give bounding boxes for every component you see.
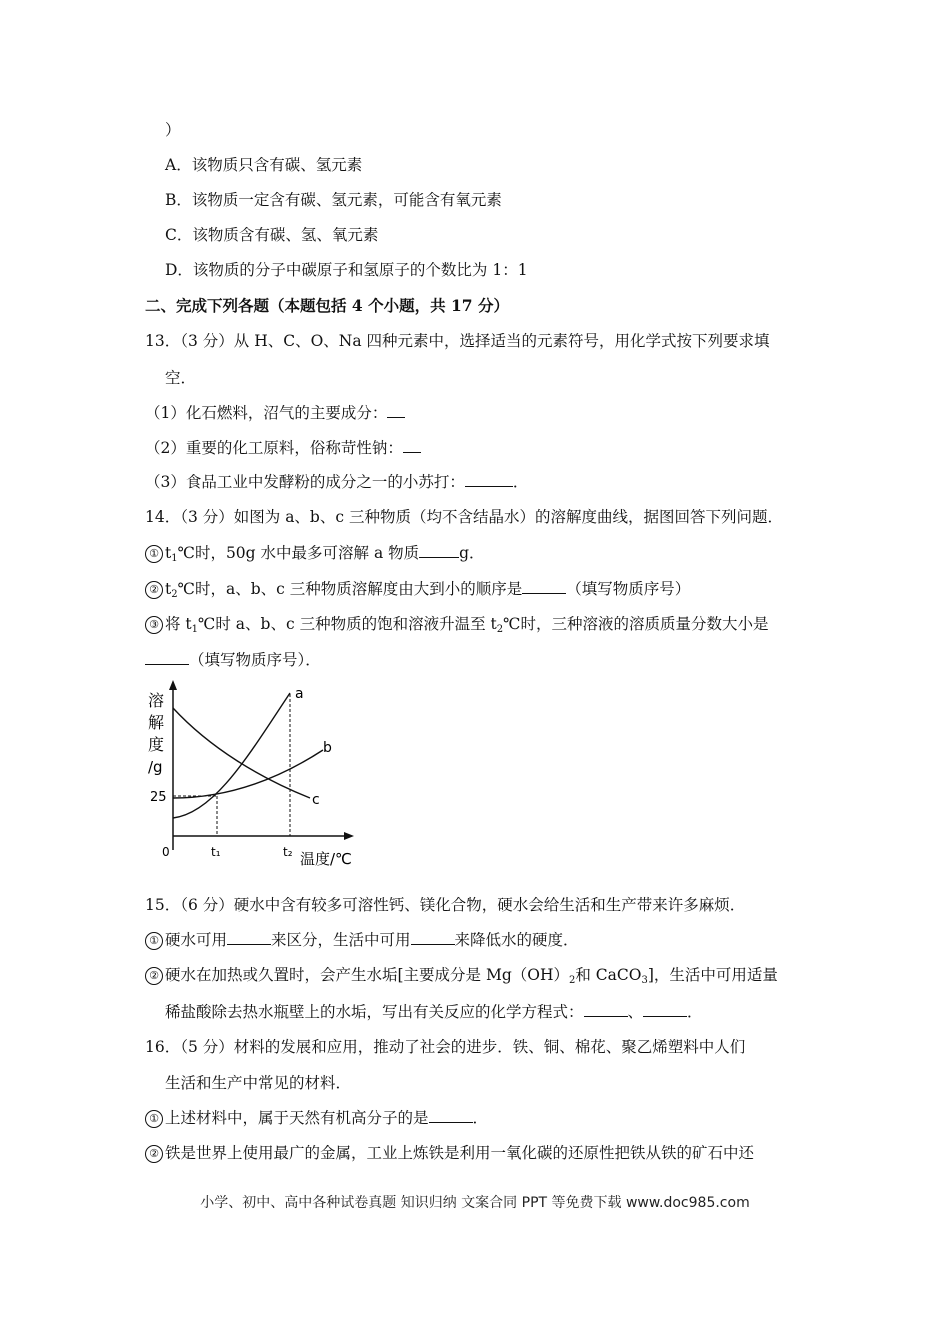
- q13-stem: 13．（3 分）从 H、C、O、Na 四种元素中，选择适当的元素符号，用化学式按下列要求填: [145, 332, 770, 350]
- q13-sub2: [145, 438, 421, 458]
- answer-blank[interactable]: [584, 1002, 628, 1017]
- answer-blank[interactable]: [465, 472, 513, 487]
- q14-sub3-text: ℃时，三种溶液的溶质质量分数大小是: [503, 615, 769, 633]
- y-tick-label: 25: [150, 790, 167, 805]
- curve-label-a: a: [295, 686, 304, 702]
- q15-sub2-text: ]，生活中可用适量: [647, 966, 778, 984]
- answer-blank[interactable]: [403, 438, 421, 453]
- q16-sub1: [145, 1108, 488, 1128]
- t-symbol: t: [165, 580, 172, 598]
- q14-sub2-text: ℃时，a、b、c 三种物质溶解度由大到小的顺序是: [177, 580, 523, 598]
- q16-sub2: [145, 1143, 754, 1163]
- unit: g．: [459, 544, 485, 562]
- q16-stem-cont: 生活和生产中常见的材料．: [165, 1074, 352, 1092]
- answer-blank[interactable]: [522, 579, 566, 594]
- q13-sub3: [145, 472, 528, 492]
- answer-blank[interactable]: [387, 403, 405, 418]
- separator: 、: [627, 1003, 644, 1021]
- x-axis-arrow: [344, 832, 354, 840]
- q13-sub3-text: （3）食品工业中发酵粉的成分之一的小苏打：: [145, 473, 465, 491]
- curve-a: [173, 693, 290, 818]
- answer-blank[interactable]: [145, 650, 189, 665]
- q15-sub1-text: 硬水可用: [165, 931, 228, 949]
- q15-stem: 15．（6 分）硬水中含有较多可溶性钙、镁化合物，硬水会给生活和生产带来许多麻烦．: [145, 896, 746, 914]
- circled-number: ①: [145, 1110, 163, 1128]
- subscript: 2: [569, 975, 576, 986]
- y-axis-arrow: [169, 680, 177, 690]
- q15-sub2-text: 稀盐酸除去热水瓶壁上的水垢，写出有关反应的化学方程式：: [165, 1003, 584, 1021]
- subscript: 2: [496, 624, 504, 635]
- circled-number: ②: [145, 1145, 163, 1163]
- t-symbol: t: [165, 544, 172, 562]
- q14-sub1: [145, 543, 485, 563]
- q15-sub2-text: 硬水在加热或久置时，会产生水垢[主要成分是 Mg（OH）: [165, 966, 569, 984]
- x-axis-label: 温度/℃: [300, 850, 352, 868]
- q12-option-c: C．该物质含有碳、氢、氧元素: [165, 226, 379, 244]
- section-heading: 二、完成下列各题（本题包括 4 个小题，共 17 分）: [145, 296, 509, 315]
- q13-stem-cont: 空．: [165, 369, 197, 387]
- answer-blank[interactable]: [227, 930, 271, 945]
- q15-sub1-text: 来降低水的硬度．: [454, 931, 579, 949]
- q14-sub3-text: ℃时 a、b、c 三种物质的饱和溶液升温至 t: [198, 615, 497, 633]
- curve-label-c: c: [312, 792, 320, 808]
- q15-sub2-cont: [165, 1002, 703, 1022]
- answer-blank[interactable]: [419, 543, 459, 558]
- x-tick-t2: t₂: [283, 845, 293, 859]
- q13-sub2-text: （2）重要的化工原料，俗称苛性钠：: [145, 439, 403, 457]
- q15-sub2: [145, 965, 778, 985]
- q14-sub3: [145, 614, 768, 634]
- hint: （填写物质序号）．: [189, 651, 321, 669]
- circled-number: ①: [145, 932, 163, 950]
- period: ．: [472, 1109, 489, 1127]
- ylabel-char: 溶: [148, 691, 165, 710]
- answer-blank[interactable]: [429, 1108, 473, 1123]
- ylabel-char: 度: [148, 735, 165, 754]
- q16-sub1-text: 上述材料中，属于天然有机高分子的是: [165, 1109, 429, 1127]
- q13-sub1-text: （1）化石燃料，沼气的主要成分：: [145, 404, 388, 422]
- curve-b: [173, 750, 323, 798]
- q14-sub3-text: 将 t: [165, 615, 192, 633]
- q14-stem: 14．（3 分）如图为 a、b、c 三种物质（均不含结晶水）的溶解度曲线，据图回答下列问题．: [145, 508, 783, 526]
- curve-label-b: b: [323, 740, 332, 756]
- q15-sub1: [145, 930, 579, 950]
- page-footer: 小学、初中、高中各种试卷真题 知识归纳 文案合同 PPT 等免费下载 www.doc985.com: [200, 1195, 750, 1211]
- circled-number: ③: [145, 616, 163, 634]
- q13-sub1: [145, 403, 405, 423]
- q14-sub3-cont: [145, 650, 321, 670]
- q12-option-d: D．该物质的分子中碳原子和氢原子的个数比为 1：1: [165, 261, 528, 279]
- q12-option-a: A．该物质只含有碳、氢元素: [165, 156, 363, 174]
- q14-sub2: [145, 579, 690, 599]
- curve-c: [173, 708, 310, 798]
- answer-blank[interactable]: [411, 930, 455, 945]
- circled-number: ②: [145, 581, 163, 599]
- x-tick-t1: t₁: [211, 845, 221, 859]
- answer-blank[interactable]: [643, 1002, 687, 1017]
- subscript: 1: [191, 624, 199, 635]
- solubility-graph: [140, 678, 370, 878]
- q15-sub1-text: 来区分，生活中可用: [271, 931, 411, 949]
- circled-number: ①: [145, 545, 163, 563]
- period: ．: [512, 473, 529, 491]
- hint: （填写物质序号）: [566, 580, 691, 598]
- period: ．: [687, 1003, 703, 1021]
- circled-number: ②: [145, 967, 163, 985]
- q15-sub2-text: 和 CaCO: [575, 966, 642, 984]
- q16-sub2-text: 铁是世界上使用最广的金属，工业上炼铁是利用一氧化碳的还原性把铁从铁的矿石中还: [165, 1144, 755, 1162]
- q16-stem: 16．（5 分）材料的发展和应用，推动了社会的进步．铁、铜、棉花、聚乙烯塑料中人们: [145, 1038, 746, 1056]
- subscript: 1: [171, 553, 178, 564]
- ylabel-char: 解: [148, 713, 165, 732]
- subscript: 2: [171, 589, 178, 600]
- ylabel-char: /g: [148, 758, 163, 776]
- origin-label: 0: [162, 845, 170, 859]
- q12-stem-tail: ）: [165, 121, 181, 139]
- subscript: 3: [641, 975, 648, 986]
- q14-sub1-text: ℃时，50g 水中最多可溶解 a 物质: [177, 544, 420, 562]
- q12-option-b: B．该物质一定含有碳、氢元素，可能含有氧元素: [165, 191, 502, 209]
